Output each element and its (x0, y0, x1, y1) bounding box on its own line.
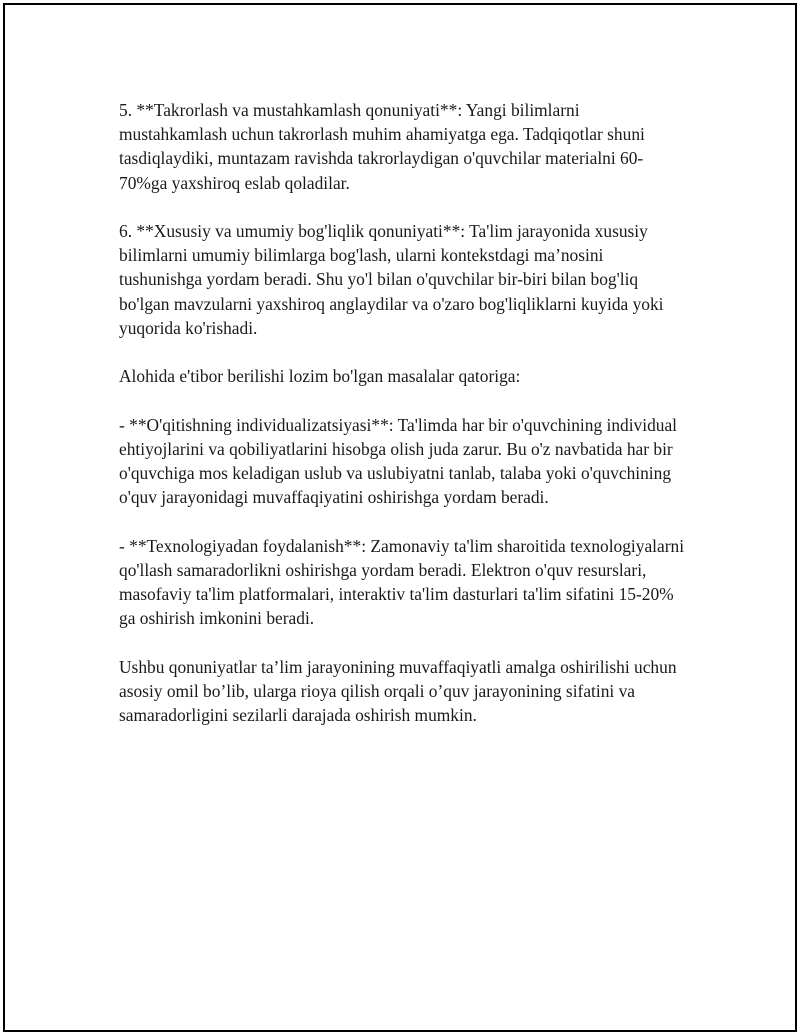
paragraph-specific-general-law: 6. **Xususiy va umumiy bog'liqlik qonuniyati**: Ta'lim jarayonida xususiy bilimlarni umumiy bilimlarga bog'lash, ularni kontekstdagi ma’nosini tushunishga yordam beradi. Shu yo'l bilan o'quvchilar bir-biri bilan bog'liq bo'lgan mavzularni yaxshiroq anglaydilar va o'zaro bog'liqliklarni kuyida yoki yuqorida ko'rishadi. (119, 221, 664, 338)
paragraph-attention-intro: Alohida e'tibor berilishi lozim bo'lgan masalalar qatoriga: (119, 366, 521, 387)
document-body (119, 98, 685, 727)
document-page (3, 3, 797, 1032)
paragraph-repetition-law: 5. **Takrorlash va mustahkamlash qonuniyati**: Yangi bilimlarni mustahkamlash uchun takrorlash muhim ahamiyatga ega. Tadqiqotlar shuni tasdiqlaydiki, muntazam ravishda takrorlaydigan o'quvchilar materialni 60-70%ga yaxshiroq eslab qoladilar. (119, 100, 645, 193)
paragraph-conclusion: Ushbu qonuniyatlar ta’lim jarayonining muvaffaqiyatli amalga oshirilishi uchun asosiy omil bo’lib, ularga rioya qilish orqali o’quv jarayonining sifatini va samaradorligini sezilarli darajada oshirish mumkin. (119, 656, 677, 725)
paragraph-individualization: - **O'qitishning individualizatsiyasi**: Ta'limda har bir o'quvchining individual ehtiyojlarini va qobiliyatlarini hisobga olish juda zarur. Bu o'z navbatida har bir o'quvchiga mos keladigan uslub va uslubiyatni tanlab, talaba yoki o'quvchining o'quv jarayonidagi muvaffaqiyatini oshirishga yordam beradi. (119, 414, 678, 508)
paragraph-technology: - **Texnologiyadan foydalanish**: Zamonaviy ta'lim sharoitida texnologiyalarni qo'llash samaradorlikni oshirishga yordam beradi. Elektron o'quv resurslari, masofaviy ta'lim platformalari, interaktiv ta'lim dasturlari ta'lim sifatini 15-20% ga oshirish imkonini beradi. (119, 535, 685, 629)
